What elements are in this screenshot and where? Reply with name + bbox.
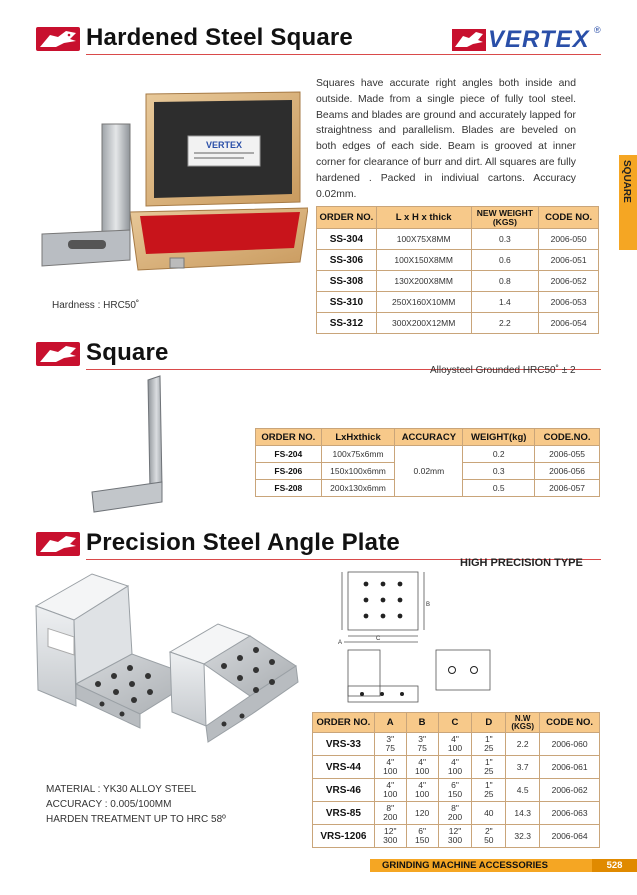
accuracy-note: ACCURACY : 0.005/100MM — [46, 799, 172, 810]
vertex-logo-text: VERTEX — [488, 26, 590, 53]
cell-a — [374, 825, 406, 848]
cell-code: 2006-051 — [539, 250, 599, 271]
cell-d-inch: 2" — [484, 826, 493, 836]
cell-b — [406, 825, 438, 848]
cell-a-mm: 100 — [383, 789, 398, 799]
cell-c — [438, 802, 472, 825]
cell-dimensions: 200x130x6mm — [321, 480, 395, 497]
cell-d — [472, 779, 506, 802]
cell-b-mm: 100 — [415, 766, 430, 776]
cell-weight: 2.2 — [471, 313, 539, 334]
cell-c-inch: 4" — [451, 757, 459, 767]
cell-c-mm: 150 — [447, 789, 463, 799]
vertex-logo — [452, 27, 602, 53]
cell-order: FS-204 — [256, 446, 322, 463]
cell-a-inch: 12" — [383, 826, 397, 836]
col-nw: N.W (KGS) — [506, 713, 540, 733]
section1-divider — [86, 54, 601, 55]
diagram-label-c: C — [376, 636, 381, 642]
cell-code: 2006-062 — [540, 779, 600, 802]
cell-order: FS-206 — [256, 463, 322, 480]
table-row — [317, 229, 599, 250]
cell-weight: 0.3 — [463, 463, 535, 480]
cell-nw: 2.2 — [506, 733, 540, 756]
cell-b — [406, 733, 438, 756]
cell-code: 2006-053 — [539, 292, 599, 313]
cell-code: 2006-057 — [535, 480, 600, 497]
cell-order: SS-308 — [317, 271, 377, 292]
cell-b — [406, 756, 438, 779]
cell-code: 2006-060 — [540, 733, 600, 756]
cell-weight: 0.6 — [471, 250, 539, 271]
cell-a — [374, 779, 406, 802]
col-weight: WEIGHT(kg) — [463, 429, 535, 446]
angle-plate-spec-table — [312, 712, 600, 848]
cell-a-mm: 200 — [383, 812, 398, 822]
table-row — [317, 292, 599, 313]
cell-c — [438, 779, 472, 802]
section2-eagle-icon — [36, 342, 80, 366]
cell-a-inch: 4" — [386, 780, 395, 790]
cell-a-mm: 300 — [383, 835, 398, 845]
cell-b-mm: 75 — [417, 743, 427, 753]
cell-b-mm: 120 — [415, 807, 430, 818]
cell-code: 2006-054 — [539, 313, 599, 334]
cell-code: 2006-055 — [535, 446, 600, 463]
cell-order: VRS-85 — [313, 802, 375, 825]
cell-c-inch: 8" — [451, 803, 459, 813]
cell-d-inch: 1" — [484, 780, 493, 790]
section3-subtitle: HIGH PRECISION TYPE — [460, 557, 583, 569]
cell-dimensions: 150x100x6mm — [321, 463, 395, 480]
flat-square-photo — [88, 374, 198, 514]
cell-c — [438, 733, 472, 756]
cell-dimensions: 100X150X8MM — [376, 250, 471, 271]
cell-weight: 0.3 — [471, 229, 539, 250]
cell-b — [406, 802, 438, 825]
cell-dimensions: 100x75x6mm — [321, 446, 395, 463]
table-row — [313, 779, 600, 802]
cell-c — [438, 825, 472, 848]
vertex-logo-eagle-icon — [452, 29, 486, 51]
hardness-note: Hardness : HRC50˚ — [52, 300, 140, 311]
section-title-precision-angle-plate: Precision Steel Angle Plate — [86, 529, 400, 556]
cell-order: VRS-46 — [313, 779, 375, 802]
cell-d-mm: 40 — [484, 807, 494, 818]
square-spec-table — [255, 428, 600, 497]
side-tab-label: SQUARE — [621, 160, 632, 203]
cell-d — [472, 733, 506, 756]
col-dimensions: L x H x thick — [376, 207, 471, 229]
cell-order: FS-208 — [256, 480, 322, 497]
table-row — [313, 756, 600, 779]
diagram-label-a: A — [338, 640, 343, 646]
col-c: C — [438, 713, 472, 733]
cell-order: SS-304 — [317, 229, 377, 250]
cell-code: 2006-061 — [540, 756, 600, 779]
cell-a — [374, 756, 406, 779]
col-order-no: ORDER NO. — [317, 207, 377, 229]
cell-d — [472, 825, 506, 848]
cell-code: 2006-064 — [540, 825, 600, 848]
cell-c-mm: 300 — [447, 835, 463, 845]
hardened-square-spec-table — [316, 206, 599, 334]
page-number: 528 — [592, 859, 637, 872]
cell-d-mm: 50 — [484, 835, 494, 845]
footer-label: GRINDING MACHINE ACCESSORIES — [382, 860, 548, 871]
cell-d-mm: 25 — [484, 789, 494, 799]
cell-d-inch: 1" — [484, 757, 493, 767]
cell-a-inch: 3" — [386, 734, 395, 744]
cell-a-inch: 4" — [386, 757, 395, 767]
cell-a — [374, 802, 406, 825]
cell-c-mm: 100 — [447, 766, 463, 776]
section-title-square: Square — [86, 339, 169, 366]
cell-order: VRS-44 — [313, 756, 375, 779]
cell-code: 2006-050 — [539, 229, 599, 250]
cell-b — [406, 779, 438, 802]
table-row — [313, 802, 600, 825]
cell-nw: 32.3 — [506, 825, 540, 848]
section3-eagle-icon — [36, 532, 80, 556]
cell-dimensions: 250X160X10MM — [376, 292, 471, 313]
col-code-no: CODE NO. — [539, 207, 599, 229]
cell-dimensions: 130X200X8MM — [376, 271, 471, 292]
cell-b-mm: 100 — [415, 789, 430, 799]
cell-order: SS-312 — [317, 313, 377, 334]
material-note: MATERIAL : YK30 ALLOY STEEL — [46, 784, 197, 795]
cell-c-inch: 6" — [451, 780, 459, 790]
cell-a-inch: 8" — [386, 803, 395, 813]
registered-mark: ® — [594, 25, 601, 35]
cell-c — [438, 756, 472, 779]
cell-b-inch: 4" — [418, 757, 426, 767]
cell-b-inch: 4" — [418, 780, 426, 790]
table-row — [317, 250, 599, 271]
cell-weight: 0.8 — [471, 271, 539, 292]
cell-a-mm: 75 — [385, 743, 395, 753]
cell-c-inch: 12" — [448, 826, 462, 836]
cell-b-inch: 3" — [418, 734, 426, 744]
col-weight: NEW WEIGHT (KGS) — [471, 207, 539, 229]
cell-accuracy: 0.02mm — [395, 446, 463, 497]
hardened-steel-square-photo — [38, 84, 308, 279]
col-dimensions: LxHxthick — [321, 429, 395, 446]
cell-c-mm: 100 — [447, 743, 463, 753]
section2-note: Alloysteel Grounded HRC50˚ ± 2 — [430, 365, 576, 376]
section1-description: Squares have accurate right angles both inside and outside. Made from a single piece of fully tool steel. Beams and blades are ground and accurately lapped for straightness and parallelism. Blades are beveled on both edges of each side. Beam is grooved at inner corner for clearance of burr and dirt. All squares are fully hardened . Packed in indiviual cartons. Accuracy 0.02mm. — [316, 78, 576, 200]
cell-d — [472, 756, 506, 779]
cell-code: 2006-056 — [535, 463, 600, 480]
cell-code: 2006-052 — [539, 271, 599, 292]
cell-order: SS-310 — [317, 292, 377, 313]
cell-weight: 0.2 — [463, 446, 535, 463]
diagram-label-b: B — [426, 602, 431, 608]
cell-nw: 4.5 — [506, 779, 540, 802]
col-order-no: ORDER NO. — [313, 713, 375, 733]
cell-dimensions: 100X75X8MM — [376, 229, 471, 250]
cell-code: 2006-063 — [540, 802, 600, 825]
cell-order: SS-306 — [317, 250, 377, 271]
col-code-no: CODE NO. — [540, 713, 600, 733]
cell-a — [374, 733, 406, 756]
table-row — [313, 825, 600, 848]
col-a: A — [374, 713, 406, 733]
cell-dimensions: 300X200X12MM — [376, 313, 471, 334]
treatment-note: HARDEN TREATMENT UP TO HRC 58º — [46, 814, 226, 825]
cell-a-mm: 100 — [383, 766, 398, 776]
angle-plate-photo — [28, 566, 308, 756]
cell-d-mm: 25 — [484, 743, 494, 753]
cell-nw: 14.3 — [506, 802, 540, 825]
cell-d-inch: 1" — [484, 734, 493, 744]
cell-c-inch: 4" — [451, 734, 459, 744]
cell-c-mm: 200 — [447, 812, 463, 822]
cell-d — [472, 802, 506, 825]
cell-d-mm: 25 — [484, 766, 494, 776]
col-d: D — [472, 713, 506, 733]
cell-weight: 0.5 — [463, 480, 535, 497]
col-code-no: CODE.NO. — [535, 429, 600, 446]
footer-bar — [370, 859, 637, 872]
cell-b-inch: 6" — [418, 826, 426, 836]
col-b: B — [406, 713, 438, 733]
cell-order: VRS-33 — [313, 733, 375, 756]
box-label-text: VERTEX — [205, 140, 243, 150]
angle-plate-diagram — [332, 566, 572, 714]
col-order-no: ORDER NO. — [256, 429, 322, 446]
brand-eagle-icon — [36, 27, 80, 51]
cell-b-mm: 150 — [415, 835, 430, 845]
cell-weight: 1.4 — [471, 292, 539, 313]
cell-order: VRS-1206 — [313, 825, 375, 848]
cell-nw: 3.7 — [506, 756, 540, 779]
table-row — [317, 313, 599, 334]
col-accuracy: ACCURACY — [395, 429, 463, 446]
section-title-hardened-steel-square: Hardened Steel Square — [86, 24, 353, 51]
table-row — [313, 733, 600, 756]
table-row — [317, 271, 599, 292]
table-row — [256, 446, 600, 463]
